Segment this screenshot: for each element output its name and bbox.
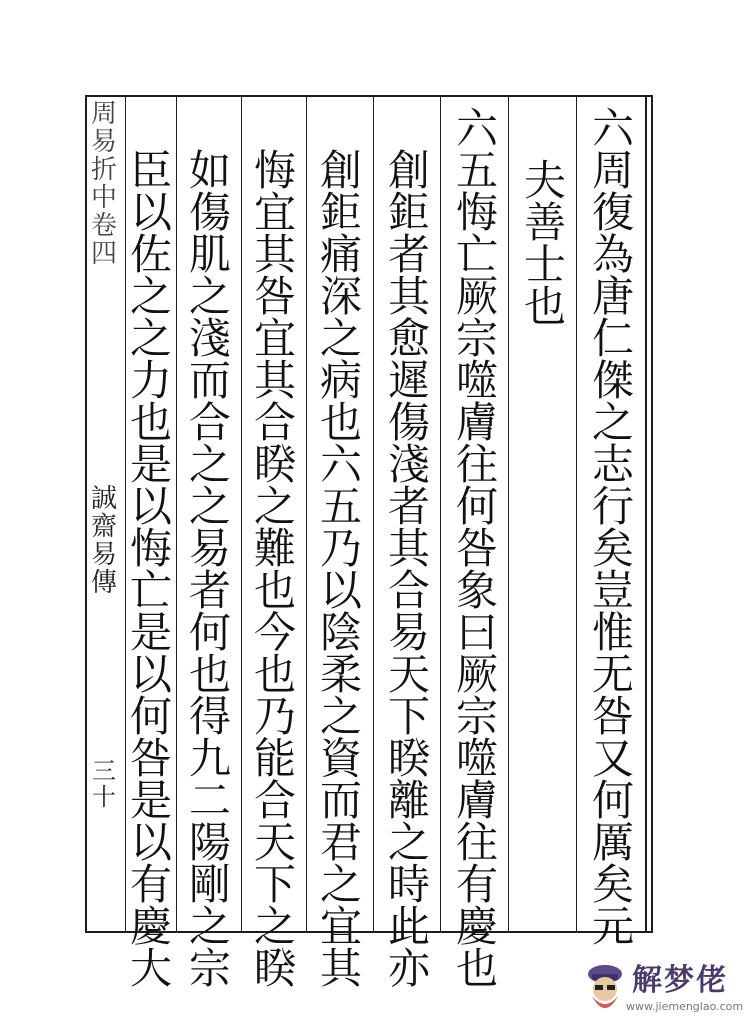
site-watermark [582,962,742,1016]
text-column: 創鉅者其愈遲傷淺者其合易天下睽離之時此亦 [387,146,430,993]
watermark-url[interactable]: www.jiemenglao.com [626,1000,744,1013]
text-column: 如傷肌之淺而合之之易者何也得九二陽剛之宗 [188,146,231,993]
text-column: 夫善士也 [523,156,566,331]
column-rule [306,97,307,931]
column-rule [241,97,242,931]
column-rule [576,97,577,931]
margin-book-title: 周易折中卷四 [90,99,117,269]
text-column: 六五悔亡厥宗噬膚往何咎象曰厥宗噬膚往有慶也 [455,104,498,993]
column-rule [176,97,177,931]
text-column: 六周復為唐仁傑之志行矣豈惟无咎又何厲矣元 [591,104,634,951]
column-rule [440,97,441,931]
margin-work-title: 誠齋易傳 [90,484,117,598]
fortune-teller-icon [582,962,628,1010]
text-column: 悔宜其咎宜其合睽之難也今也乃能合天下之睽 [253,146,296,993]
watermark-title: 解梦佬 [632,963,728,998]
column-rule [373,97,374,931]
text-column: 臣以佐之之力也是以悔亡是以何咎是以有慶大 [129,146,172,993]
margin-page-number: 三十 [92,757,116,811]
column-rule [508,97,509,931]
text-column: 創鉅痛深之病也六五乃以陰柔之資而君之宜其 [319,146,362,993]
